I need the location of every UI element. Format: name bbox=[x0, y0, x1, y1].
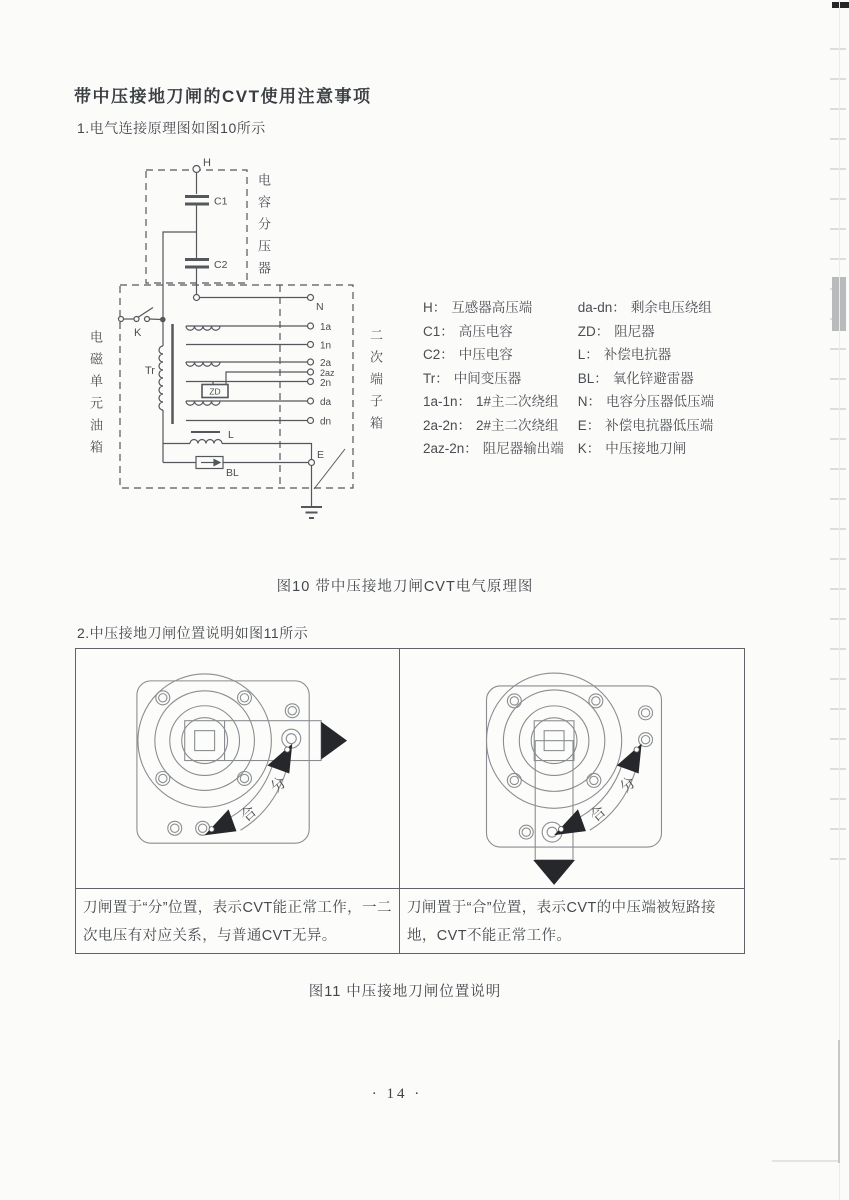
band-label-open: 分 bbox=[267, 773, 290, 797]
ground-symbol bbox=[301, 466, 322, 519]
handle-arrow bbox=[533, 860, 575, 885]
label-da: da bbox=[320, 397, 332, 408]
winding-da-dn bbox=[186, 398, 314, 424]
transformer-Tr bbox=[159, 322, 173, 463]
label-C1: C1 bbox=[214, 195, 228, 208]
label-dn: dn bbox=[320, 416, 332, 428]
band-label-close: 合 bbox=[587, 803, 610, 826]
legend-item: ZD： 阻尼器 bbox=[577, 323, 655, 339]
label-L: L bbox=[228, 429, 234, 441]
label-H: H bbox=[203, 157, 211, 169]
terminal-E bbox=[309, 460, 315, 466]
dial-open-position-drawing bbox=[76, 649, 399, 888]
figure11-caption: 图11 中压接地刀闸位置说明 bbox=[308, 984, 502, 1000]
electromagnetic-unit-label: 电磁单元油箱 bbox=[88, 330, 103, 462]
capacitor-divider-label: 电容分压器 bbox=[256, 173, 271, 283]
label-1n: 1n bbox=[320, 340, 332, 352]
winding-1a-1n bbox=[186, 323, 314, 348]
page-number: · 14 · bbox=[371, 1086, 423, 1102]
band-label-close: 合 bbox=[237, 802, 261, 826]
open-position-description: 刀闸置于“分”位置，表示CVT能正常工作，一二次电压有对应关系，与普通CVT无异。 bbox=[76, 888, 399, 953]
secondary-terminal-box-label: 二次端子箱 bbox=[368, 328, 383, 438]
capacitor-c2-symbol bbox=[185, 260, 209, 268]
legend-item: 1a-1n： 1#主二次绕组 bbox=[423, 394, 559, 409]
scan-artifact-page-edge bbox=[839, 0, 840, 1200]
band-label-open: 分 bbox=[617, 774, 640, 797]
earthing-switch-K bbox=[119, 308, 166, 322]
legend-item: H： 互感器高压端 bbox=[423, 300, 533, 315]
figure10-caption: 图10 带中压接地刀闸CVT电气原理图 bbox=[276, 579, 534, 595]
scan-artifact-binding-dashes bbox=[830, 48, 846, 860]
legend-item: 2a-2n： 2#主二次绕组 bbox=[423, 417, 559, 433]
legend-item: C2： 中压电容 bbox=[423, 347, 513, 362]
terminal-N bbox=[308, 295, 314, 301]
label-N: N bbox=[316, 301, 324, 313]
closed-position-description: 刀闸置于“合”位置，表示CVT的中压端被短路接地，CVT不能正常工作。 bbox=[399, 888, 744, 953]
label-ZD: ZD bbox=[209, 386, 221, 397]
handle-arrow bbox=[321, 722, 347, 760]
legend-item: E： 补偿电抗器低压端 bbox=[577, 417, 714, 433]
scan-artifact-top-bar bbox=[832, 2, 849, 8]
label-BL: BL bbox=[226, 467, 239, 479]
legend-item: BL： 氧化锌避雷器 bbox=[577, 370, 694, 386]
legend-item: K： 中压接地刀闸 bbox=[577, 441, 687, 456]
label-E: E bbox=[317, 449, 325, 461]
legend-item: Tr： 中间变压器 bbox=[423, 370, 522, 386]
dial-open-position-cell bbox=[76, 649, 399, 888]
legend-item: N： 电容分压器低压端 bbox=[577, 394, 715, 409]
legend bbox=[423, 296, 753, 461]
legend-item: 2az-2n： 阻尼器输出端 bbox=[423, 441, 564, 456]
label-C2: C2 bbox=[214, 259, 228, 271]
label-2a: 2a bbox=[320, 358, 332, 369]
legend-item: da-dn： 剩余电压绕组 bbox=[577, 300, 712, 315]
page-title: 带中压接地刀闸的CVT使用注意事项 bbox=[74, 87, 372, 106]
label-2n: 2n bbox=[320, 378, 332, 389]
band-arrow-down bbox=[205, 809, 237, 835]
section-2-heading: 2.中压接地刀闸位置说明如图11所示 bbox=[77, 625, 309, 641]
scan-artifact-bottom-line bbox=[772, 1160, 838, 1162]
legend-left-column bbox=[423, 296, 564, 461]
winding-2a-2n bbox=[186, 359, 314, 385]
terminal-H bbox=[193, 166, 200, 173]
label-Tr: Tr bbox=[145, 365, 155, 377]
capacitor-c1-symbol bbox=[185, 197, 209, 205]
legend-item: L： 补偿电抗器 bbox=[577, 347, 672, 362]
reactor-L bbox=[163, 432, 312, 459]
dial-closed-position-drawing bbox=[400, 649, 743, 888]
label-1a: 1a bbox=[320, 322, 332, 333]
dial-closed-position-cell bbox=[399, 649, 744, 888]
section-1-heading: 1.电气连接原理图如图10所示 bbox=[77, 120, 266, 136]
legend-right-column bbox=[578, 296, 714, 461]
figure11-table bbox=[75, 648, 745, 954]
label-K: K bbox=[134, 327, 142, 339]
band-arrow-down bbox=[554, 809, 586, 835]
scan-artifact-page-edge-dark bbox=[838, 1040, 840, 1163]
label-2az: 2az bbox=[320, 368, 335, 378]
legend-item: C1： 高压电容 bbox=[423, 323, 513, 339]
